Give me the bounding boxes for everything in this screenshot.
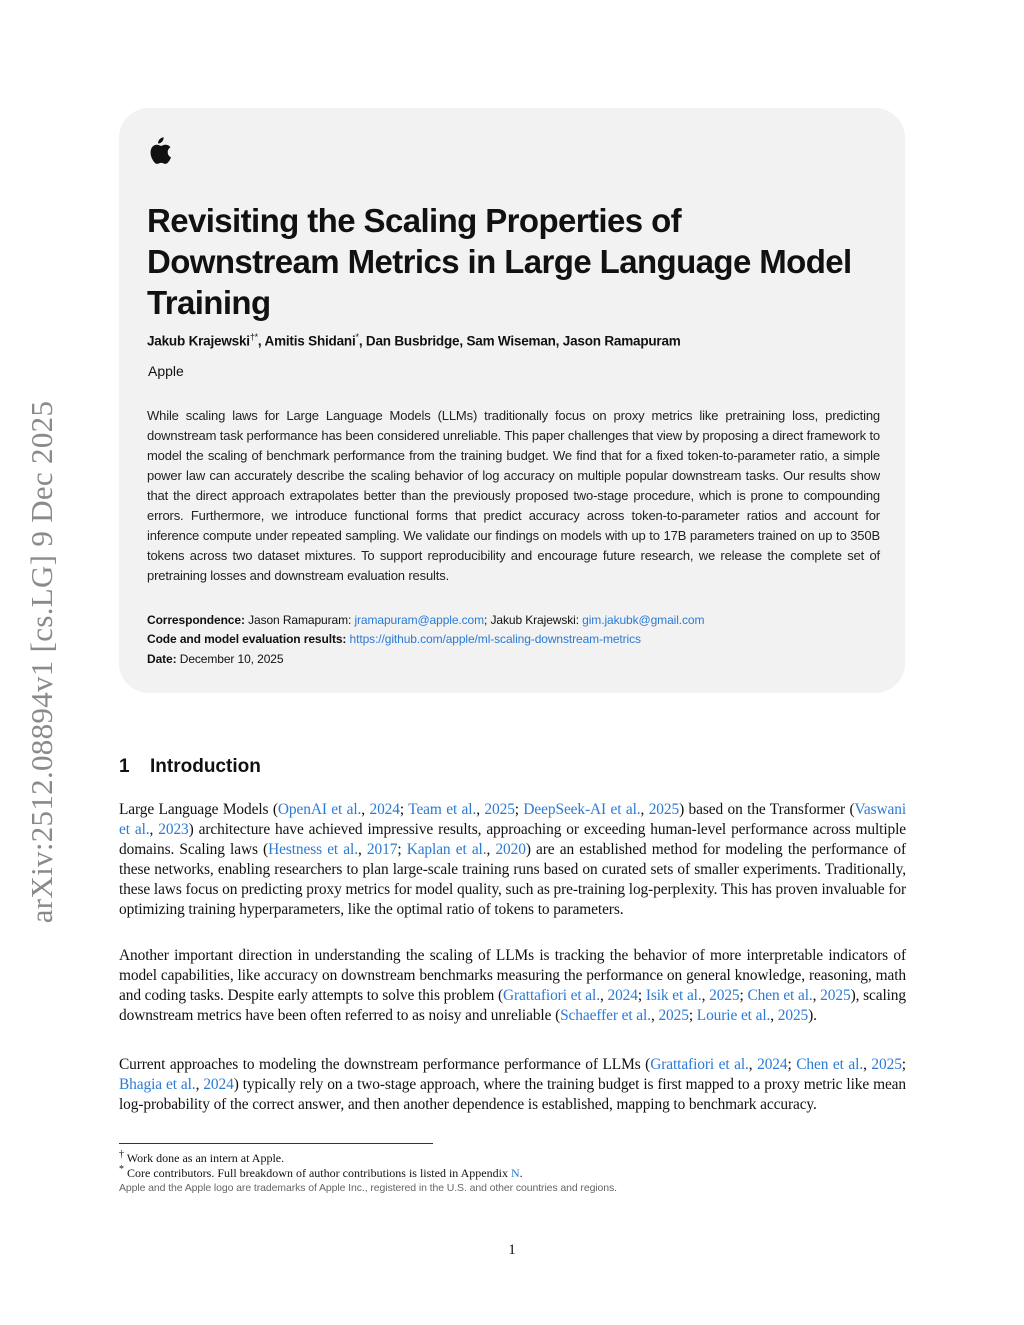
citation-link[interactable]: Vaswani et al. — [119, 801, 906, 838]
citation-link[interactable]: Isik et al. — [645, 987, 702, 1004]
correspondence-label: Correspondence: — [147, 613, 245, 627]
header-card — [119, 108, 905, 693]
date-line — [147, 652, 887, 666]
footnote-text: Core contributors. Full breakdown of author contributions is listed in Appendix — [127, 1166, 511, 1180]
author-name: Amitis Shidani — [264, 333, 356, 349]
citation-link[interactable]: Hestness et al. — [268, 841, 358, 858]
citation-link[interactable]: 2023 — [158, 821, 189, 838]
citation-link[interactable]: Grattafiori et al. — [503, 987, 600, 1004]
section-number: 1 — [119, 756, 130, 777]
correspondence-line — [147, 613, 887, 627]
code-label: Code and model evaluation results: — [147, 632, 347, 646]
citation-link[interactable]: 2024 — [369, 801, 400, 818]
citation-link[interactable]: Lourie et al. — [696, 1007, 771, 1024]
author-name: Dan Busbridge — [365, 333, 460, 349]
author-marks: †* — [249, 332, 258, 342]
citation-link[interactable]: 2025 — [709, 987, 740, 1004]
author-marks: * — [355, 332, 359, 342]
citation-link[interactable]: 2025 — [658, 1007, 689, 1024]
citation-link[interactable]: OpenAI et al. — [277, 801, 362, 818]
citation-link[interactable]: 2024 — [203, 1076, 234, 1093]
citation-link[interactable]: 2020 — [495, 841, 526, 858]
date-value: December 10, 2025 — [179, 652, 284, 666]
citation-link[interactable]: Kaplan et al. — [406, 841, 487, 858]
citation-link[interactable]: 2024 — [607, 987, 638, 1004]
footnote-end: . — [519, 1166, 523, 1180]
correspondence-name: Jakub Krajewski: — [490, 613, 579, 627]
code-line — [147, 632, 887, 646]
citation-link[interactable]: Team et al. — [408, 801, 477, 818]
intro-paragraph-3: Current approaches to modeling the downstream performance performance of LLMs (Grattafiori et al., 2024; Chen et al., 2025; Bhagia et al., 2024) typically rely on a two-stage approach, where the training budget is first mapped to a proxy metric like mean log-probability of the correct answer, and then another dependence is established, mapping to benchmark accuracy. — [119, 1056, 907, 1113]
citation-link[interactable]: Schaeffer et al. — [560, 1007, 651, 1024]
footnote-text: Work done as an intern at Apple. — [126, 1151, 285, 1165]
separator: ; — [484, 613, 488, 627]
paper-title: Revisiting the Scaling Properties of Downstream Metrics in Large Language Model Training — [147, 202, 852, 321]
apple-logo-icon — [146, 136, 172, 166]
citation-link[interactable]: 2025 — [484, 801, 515, 818]
arxiv-identifier: arXiv:2512.08894v1 [cs.LG] 9 Dec 2025 — [24, 400, 59, 924]
intro-paragraph-1: Large Language Models (OpenAI et al., 2024; Team et al., 2025; DeepSeek-AI et al., 2025) based on the Transformer (Vaswani et al., 2023) architecture have achieved impressive results, approaching or exceeding human-level performance across multiple domains. Scaling laws (Hestness et al., 2017; Kaplan et al., 2020) are an established method for modeling the performance of these networks, enabling researchers to plan large-scale training runs based on curated sets of smaller experiments. Traditionally, these laws focus on predicting proxy metrics for model quality, such as pre-training log-perplexity. This has proven invaluable for optimizing training hyperparameters, like the optimal ratio of tokens to parameters. — [119, 801, 907, 918]
page-number: 1 — [508, 1242, 516, 1258]
citation-link[interactable]: 2025 — [648, 801, 680, 818]
email-link[interactable]: jramapuram@apple.com — [354, 613, 485, 627]
citation-link[interactable]: 2025 — [871, 1056, 902, 1073]
author-name: Sam Wiseman — [466, 333, 556, 349]
citation-link[interactable]: 2025 — [820, 987, 851, 1004]
date-label: Date: — [147, 652, 177, 666]
author-list: Jakub Krajewski†*, Amitis Shidani*, Dan Busbridge, Sam Wiseman, Jason Ramapuram — [147, 332, 681, 349]
citation-link[interactable]: Bhagia et al. — [119, 1076, 196, 1093]
citation-link[interactable]: 2024 — [757, 1056, 788, 1073]
citation-link[interactable]: 2017 — [366, 841, 398, 858]
citation-link[interactable]: Grattafiori et al. — [650, 1056, 749, 1073]
footnote-divider — [119, 1143, 433, 1144]
author-name: Jakub Krajewski — [147, 333, 250, 349]
github-link[interactable]: https://github.com/apple/ml-scaling-downstream-metrics — [349, 632, 641, 646]
citation-link[interactable]: DeepSeek-AI et al. — [523, 801, 641, 818]
citation-link[interactable]: 2025 — [777, 1007, 809, 1024]
intro-paragraph-2: Another important direction in understanding the scaling of LLMs is tracking the behavior of more interpretable indicators of model capabilities, like accuracy on downstream benchmarks measuring the performance on general knowledge, reasoning, math and coding tasks. Despite early attempts to solve this problem (Grattafiori et al., 2024; Isik et al., 2025; Chen et al., 2025), scaling downstream metrics have been often referred to as noisy and unreliable (Schaeffer et al., 2025; Lourie et al., 2025). — [119, 947, 906, 1024]
footnote — [119, 1164, 523, 1181]
trademark-notice: Apple and the Apple logo are trademarks of Apple Inc., registered in the U.S. and other countries and regions. — [119, 1182, 617, 1194]
section-title: Introduction — [150, 756, 261, 777]
abstract: While scaling laws for Large Language Models (LLMs) traditionally focus on proxy metrics like pretraining loss, predicting downstream task performance has been considered unreliable. This paper challenges that view by proposing a direct framework to model the scaling of benchmark performance from the training budget. We find that for a fixed token-to-parameter ratio, a simple power law can accurately describe the scaling behavior of log accuracy on multiple popular downstream tasks. Our results show that the direct approach extrapolates better than the previously proposed two-stage procedure, which is prone to compounding errors. Furthermore, we introduce functional forms that predict accuracy across token-to-parameter ratios and account for inference compute under repeated sampling. We validate our findings on models with up to 17B parameters trained on up to 350B tokens across two dataset mixtures. To support reproducibility and encourage future research, we release the complete set of pretraining losses and downstream evaluation results. — [147, 408, 880, 583]
footnote-mark: * — [119, 1164, 124, 1175]
footnote-mark: † — [119, 1149, 124, 1160]
section-heading — [119, 756, 261, 778]
citation-link[interactable]: Chen et al. — [747, 987, 813, 1004]
affiliation: Apple — [148, 363, 184, 379]
citation-link[interactable]: Chen et al. — [796, 1056, 864, 1073]
email-link[interactable]: gim.jakubk@gmail.com — [582, 613, 705, 627]
correspondence-name: Jason Ramapuram: — [248, 613, 352, 627]
appendix-link[interactable]: N — [510, 1166, 520, 1180]
author-name: Jason Ramapuram — [562, 333, 681, 349]
